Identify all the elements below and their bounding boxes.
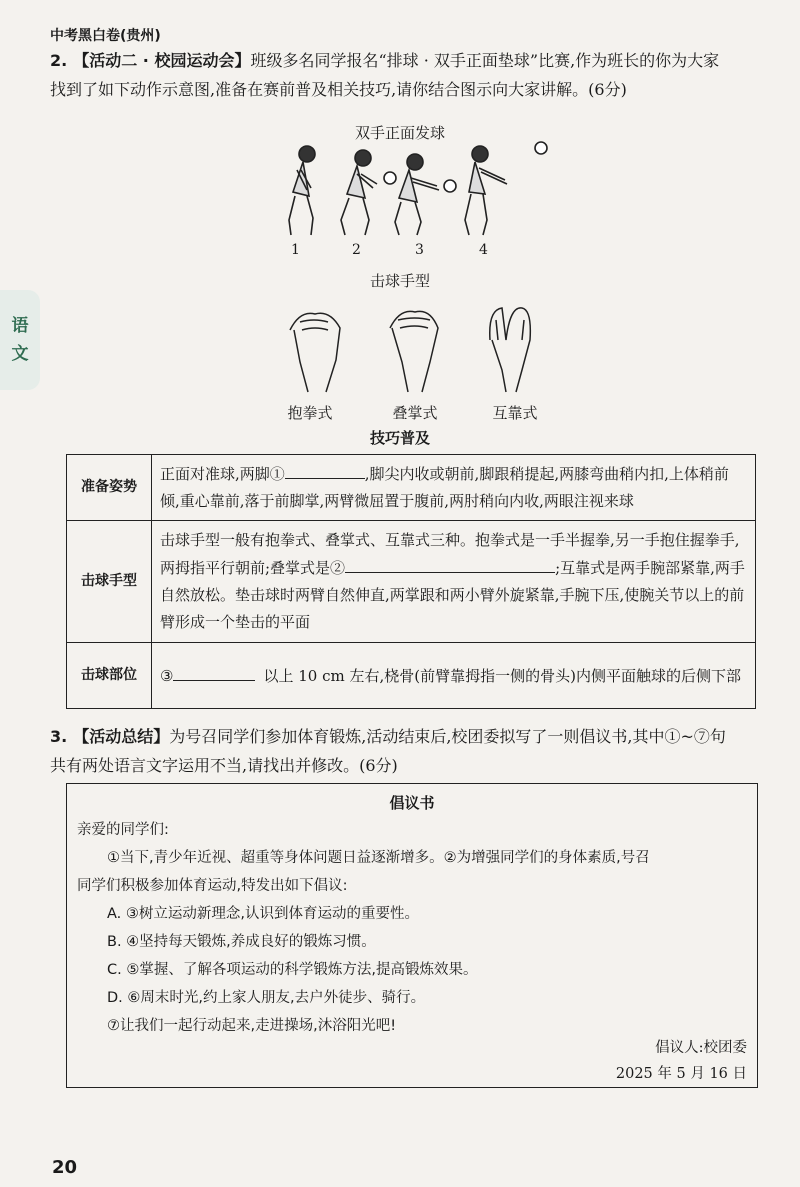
- step-number: 2: [352, 242, 361, 258]
- table-caption: 技巧普及: [369, 429, 430, 447]
- question-tag: 【活动总结】: [73, 727, 170, 746]
- row-header: 击球手型: [67, 521, 152, 643]
- letter-item: A. ③树立运动新理念,认识到体育运动的重要性。: [107, 906, 419, 922]
- answer-blank-3[interactable]: [173, 662, 255, 681]
- page-number: 20: [52, 1157, 78, 1178]
- question-text: 班级多名同学报名“排球 · 双手正面垫球”比赛,作为班长的你为大家: [250, 51, 720, 70]
- row-header: 准备姿势: [67, 455, 152, 521]
- row-text: 正面对准球,两脚①: [160, 465, 285, 483]
- row-text: 以上 10 cm 左右,桡骨(前臂靠拇指一侧的骨头)内侧平面触球的后侧下部: [263, 666, 741, 685]
- letter-paragraph: 同学们积极参加体育运动,特发出如下倡议:: [77, 878, 348, 894]
- letter-greeting: 亲爱的同学们:: [77, 822, 169, 838]
- answer-blank-1[interactable]: [285, 460, 365, 479]
- row-content: [152, 521, 756, 643]
- proposal-letter-box: [66, 783, 758, 1088]
- letter-closing: ⑦让我们一起行动起来,走进操场,沐浴阳光吧!: [107, 1018, 397, 1034]
- skills-table: [66, 454, 756, 709]
- hand-label: 抱拳式: [287, 404, 333, 422]
- volleyball-sequence-illustration: [265, 140, 555, 245]
- step-number: 3: [415, 242, 424, 258]
- row-content: [152, 643, 756, 709]
- question-number: 3.: [50, 727, 68, 746]
- hand-label: 互靠式: [492, 404, 538, 422]
- letter-item: B. ④坚持每天锻炼,养成良好的锻炼习惯。: [107, 934, 376, 950]
- row-text: ;互靠式是两手腕部紧靠,两手自然放松。垫击球时两臂自然伸直,两掌跟和两小臂外旋紧靠,手腕下压,使腕关节以上的前臂形成一个垫击的平面: [160, 559, 745, 631]
- letter-date: 2025 年 5 月 16 日: [615, 1066, 747, 1082]
- row-text: ③: [160, 666, 174, 685]
- row-text: ,脚尖内收或朝前,脚跟稍提起,两膝弯曲稍内扣,上体稍前倾,重心靠前,落于前脚掌,两臂微屈置于腹前,两肘稍向内收,两眼注视来球: [160, 465, 729, 510]
- letter-item: D. ⑥周末时光,约上家人朋友,去户外徒步、骑行。: [107, 990, 426, 1006]
- hand-shapes-illustration: [270, 300, 560, 400]
- step-number: 4: [479, 242, 488, 258]
- row-text: 击球手型一般有抱拳式、叠掌式、互靠式三种。抱拳式是一手半握拳,另一手抱住握拳手,两拇指平行朝前;叠掌式是②: [160, 531, 740, 577]
- letter-paragraph: ①当下,青少年近视、超重等身体问题日益逐渐增多。②为增强同学们的身体素质,号召: [107, 850, 650, 866]
- side-tab-char: 文: [11, 344, 29, 364]
- hand-label: 叠掌式: [392, 404, 438, 422]
- question-text: 找到了如下动作示意图,准备在赛前普及相关技巧,请你结合图示向大家讲解。(6分): [50, 80, 627, 99]
- question-tag: 【活动二 · 校园运动会】: [73, 51, 251, 70]
- question-2: [50, 46, 760, 104]
- figure-caption-top: 双手正面发球: [354, 124, 445, 142]
- table-row: [67, 455, 756, 521]
- question-number: 2.: [50, 51, 68, 70]
- letter-title: 倡议书: [389, 794, 435, 812]
- book-header: 中考黑白卷(贵州): [50, 28, 161, 44]
- row-header: 击球部位: [67, 643, 152, 709]
- question-text: 共有两处语言文字运用不当,请找出并修改。(6分): [50, 756, 398, 775]
- hand-figure-caption: 击球手型: [369, 272, 430, 290]
- letter-item: C. ⑤掌握、了解各项运动的科学锻炼方法,提高锻炼效果。: [107, 962, 478, 978]
- question-text: 为号召同学们参加体育锻炼,活动结束后,校团委拟写了一则倡议书,其中①~⑦句: [169, 727, 726, 746]
- answer-blank-2[interactable]: [345, 554, 555, 573]
- question-3: [50, 722, 760, 780]
- table-row: [67, 643, 756, 709]
- step-number: 1: [291, 242, 300, 258]
- subject-side-tab: [0, 290, 40, 390]
- row-content: [152, 455, 756, 521]
- letter-signer: 倡议人:校团委: [655, 1040, 747, 1056]
- table-row: [67, 521, 756, 643]
- side-tab-char: 语: [11, 316, 29, 336]
